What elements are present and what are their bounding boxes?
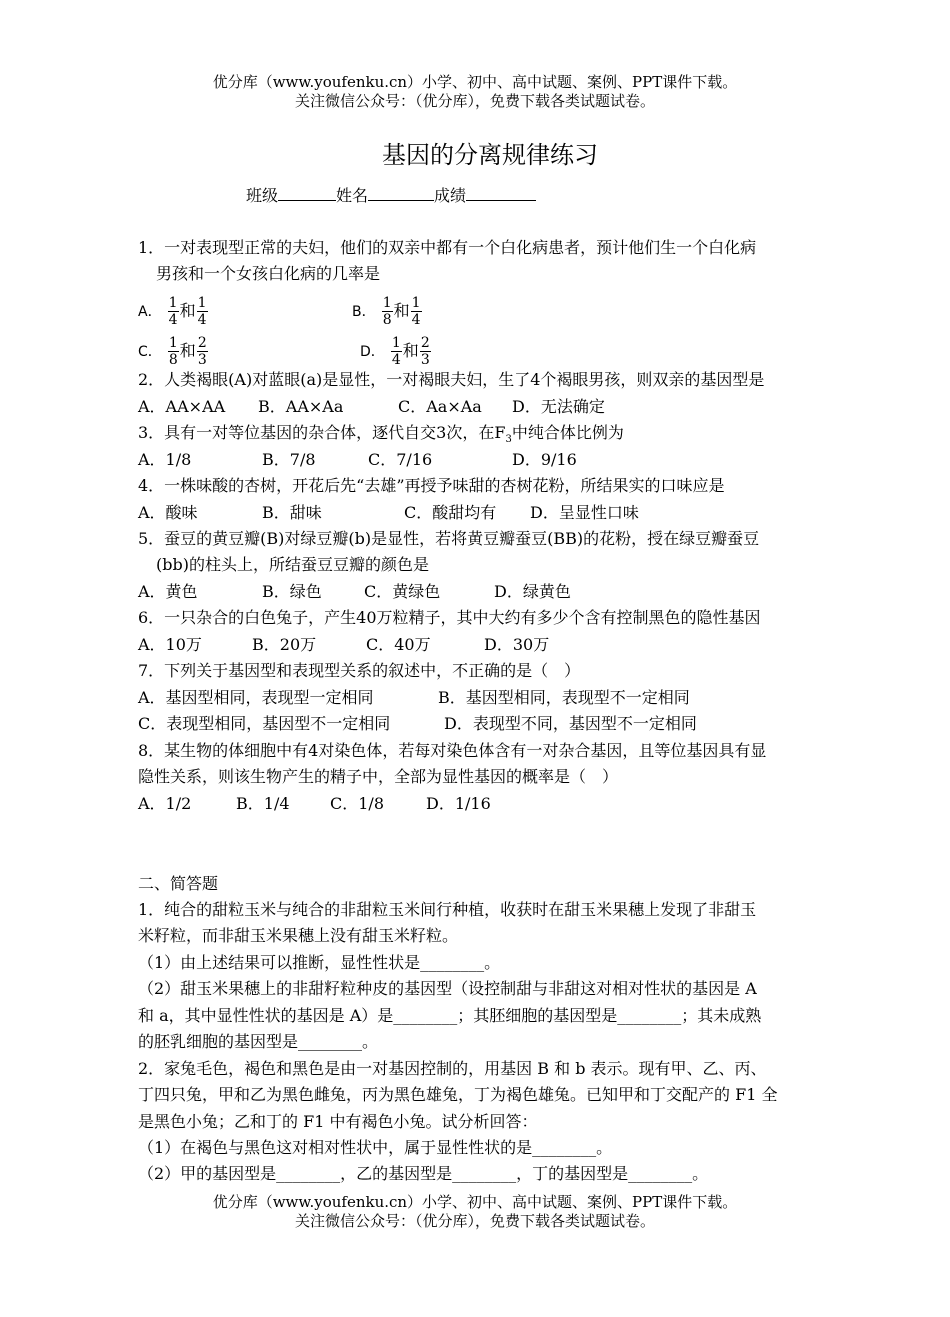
s2-p2-line3: 是黑色小兔；乙和丁的 F1 中有褐色小兔。试分析回答： xyxy=(138,1112,538,1131)
q1-option-b: B． $\frac{1}{8}$ 和 $\frac{1}{4}$ xyxy=(352,295,421,328)
q5-option-c: C．黄绿色 xyxy=(364,582,441,601)
s2-p1-q2-line3: 的胚乳细胞的基因型是________。 xyxy=(138,1032,379,1051)
s2-p2-line2: 丁四只兔，甲和乙为黑色雌兔，丙为黑色雄兔，丁为褐色雄兔。已知甲和丁交配产的 F1 全 xyxy=(138,1085,778,1104)
fraction: $\frac{2}{3}$ xyxy=(420,335,430,368)
q6-stem: 6．一只杂合的白色兔子，产生40万粒精子，其中大约有多少个含有控制黑色的隐性基因 xyxy=(138,608,761,627)
q3-option-b: B．7/8 xyxy=(262,450,316,469)
q8-option-c: C．1/8 xyxy=(330,794,384,813)
q5-stem-line1: 5．蚕豆的黄豆瓣(B)对绿豆瓣(b)是显性，若将黄豆瓣蚕豆(BB)的花粉，授在绿豆瓣蚕豆 xyxy=(138,529,760,548)
name-blank xyxy=(368,184,434,201)
q3-stem: 3．具有一对等位基因的杂合体，逐代自交3次，在$F_3$中纯合体比例为 xyxy=(138,423,624,446)
s2-p1-line1: 1．纯合的甜粒玉米与纯合的非甜粒玉米间行种植，收获时在甜玉米果穗上发现了非甜玉 xyxy=(138,900,757,919)
fraction: $\frac{2}{3}$ xyxy=(197,335,207,368)
score-blank xyxy=(466,184,536,201)
q5-option-a: A．黄色 xyxy=(138,582,198,601)
q1-stem-line1: 1．一对表现型正常的夫妇，他们的双亲中都有一个白化病患者，预计他们生一个白化病 xyxy=(138,238,757,257)
q1-stem-line2: 男孩和一个女孩白化病的几率是 xyxy=(156,264,381,283)
s2-p1-q1: （1）由上述结果可以推断，显性性状是________。 xyxy=(138,953,501,972)
q6-option-d: D．30万 xyxy=(484,635,550,654)
q8-stem-line1: 8．某生物的体细胞中有4对染色体，若每对染色体含有一对杂合基因，且等位基因具有显 xyxy=(138,741,767,760)
q5-option-d: D．绿黄色 xyxy=(494,582,571,601)
q7-option-c: C．表现型相同，基因型不一定相同 xyxy=(138,714,391,733)
q8-option-b: B．1/4 xyxy=(236,794,290,813)
q2-stem: 2．人类褐眼(A)对蓝眼(a)是显性，一对褐眼夫妇，生了4个褐眼男孩，则双亲的基因型是 xyxy=(138,370,765,389)
fraction: $\frac{1}{4}$ xyxy=(391,335,401,368)
q3-option-d: D．9/16 xyxy=(512,450,577,469)
q1-option-d: D． $\frac{1}{4}$ 和 $\frac{2}{3}$ xyxy=(360,335,430,368)
q1-option-a: A． $\frac{1}{4}$ 和 $\frac{1}{4}$ xyxy=(138,295,207,328)
q2-option-c: C．Aa×Aa xyxy=(398,397,482,416)
q2-option-a: A．AA×AA xyxy=(138,397,226,416)
fraction: $\frac{1}{8}$ xyxy=(168,335,178,368)
q6-option-c: C．40万 xyxy=(366,635,431,654)
page-title: 基因的分离规律练习 xyxy=(382,141,598,169)
fraction: $\frac{1}{4}$ xyxy=(197,295,207,328)
fraction: $\frac{1}{4}$ xyxy=(168,295,178,328)
s2-p2-q1: （1）在褐色与黑色这对相对性状中，属于显性性状的是________。 xyxy=(138,1138,613,1157)
q8-option-a: A．1/2 xyxy=(138,794,192,813)
q7-option-b: B．基因型相同，表现型不一定相同 xyxy=(438,688,690,707)
q4-option-a: A．酸味 xyxy=(138,503,198,522)
q4-option-c: C．酸甜均有 xyxy=(404,503,497,522)
header-line-1: 优分库（www.youfenku.cn）小学、初中、高中试题、案例、PPT课件下载。 xyxy=(212,73,738,91)
class-blank xyxy=(278,184,336,201)
q7-option-d: D．表现型不同，基因型不一定相同 xyxy=(444,714,697,733)
header-line-2: 关注微信公众号：（优分库），免费下载各类试题试卷。 xyxy=(294,92,655,110)
s2-p1-line2: 米籽粒，而非甜玉米果穗上没有甜玉米籽粒。 xyxy=(138,926,459,945)
q7-option-a: A．基因型相同，表现型一定相同 xyxy=(138,688,374,707)
q6-option-a: A．10万 xyxy=(138,635,202,654)
q2-option-d: D．无法确定 xyxy=(512,397,605,416)
footer-line-2: 关注微信公众号：（优分库），免费下载各类试题试卷。 xyxy=(294,1212,655,1230)
section2-title: 二、简答题 xyxy=(138,874,219,893)
name-label: 姓名 xyxy=(336,186,369,205)
s2-p1-q2-line1: （2）甜玉米果穗上的非甜籽粒种皮的基因型（设控制甜与非甜这对相对性状的基因是 A xyxy=(138,979,757,998)
s2-p1-q2-line2: 和 a，其中显性性状的基因是 A）是________；其胚细胞的基因型是________；其未成熟 xyxy=(138,1006,762,1025)
q5-stem-line2: (bb)的柱头上，所结蚕豆豆瓣的颜色是 xyxy=(156,555,429,574)
footer-line-1: 优分库（www.youfenku.cn）小学、初中、高中试题、案例、PPT课件下载。 xyxy=(212,1193,738,1211)
s2-p2-q2: （2）甲的基因型是________，乙的基因型是________，丁的基因型是________。 xyxy=(138,1164,709,1183)
info-line xyxy=(246,184,536,206)
class-label: 班级 xyxy=(246,186,279,205)
fraction: $\frac{1}{4}$ xyxy=(411,295,421,328)
q3-option-c: C．7/16 xyxy=(368,450,433,469)
score-label: 成绩 xyxy=(434,186,467,205)
q3-option-a: A．1/8 xyxy=(138,450,192,469)
fraction: $\frac{1}{8}$ xyxy=(382,295,392,328)
q1-option-c: C． $\frac{1}{8}$ 和 $\frac{2}{3}$ xyxy=(138,335,207,368)
q8-stem-line2: 隐性关系，则该生物产生的精子中，全部为显性基因的概率是（ ） xyxy=(138,767,619,786)
s2-p2-line1: 2．家兔毛色，褐色和黑色是由一对基因控制的，用基因 B 和 b 表示。现有甲、乙、丙、 xyxy=(138,1059,767,1078)
q7-stem: 7．下列关于基因型和表现型关系的叙述中，不正确的是（ ） xyxy=(138,661,581,680)
q4-stem: 4．一株味酸的杏树，开花后先“去雄”再授予味甜的杏树花粉，所结果实的口味应是 xyxy=(138,476,725,495)
q4-option-d: D．呈显性口味 xyxy=(530,503,639,522)
q5-option-b: B．绿色 xyxy=(262,582,322,601)
q4-option-b: B．甜味 xyxy=(262,503,322,522)
q2-option-b: B．AA×Aa xyxy=(258,397,344,416)
q8-option-d: D．1/16 xyxy=(426,794,491,813)
q6-option-b: B．20万 xyxy=(252,635,317,654)
